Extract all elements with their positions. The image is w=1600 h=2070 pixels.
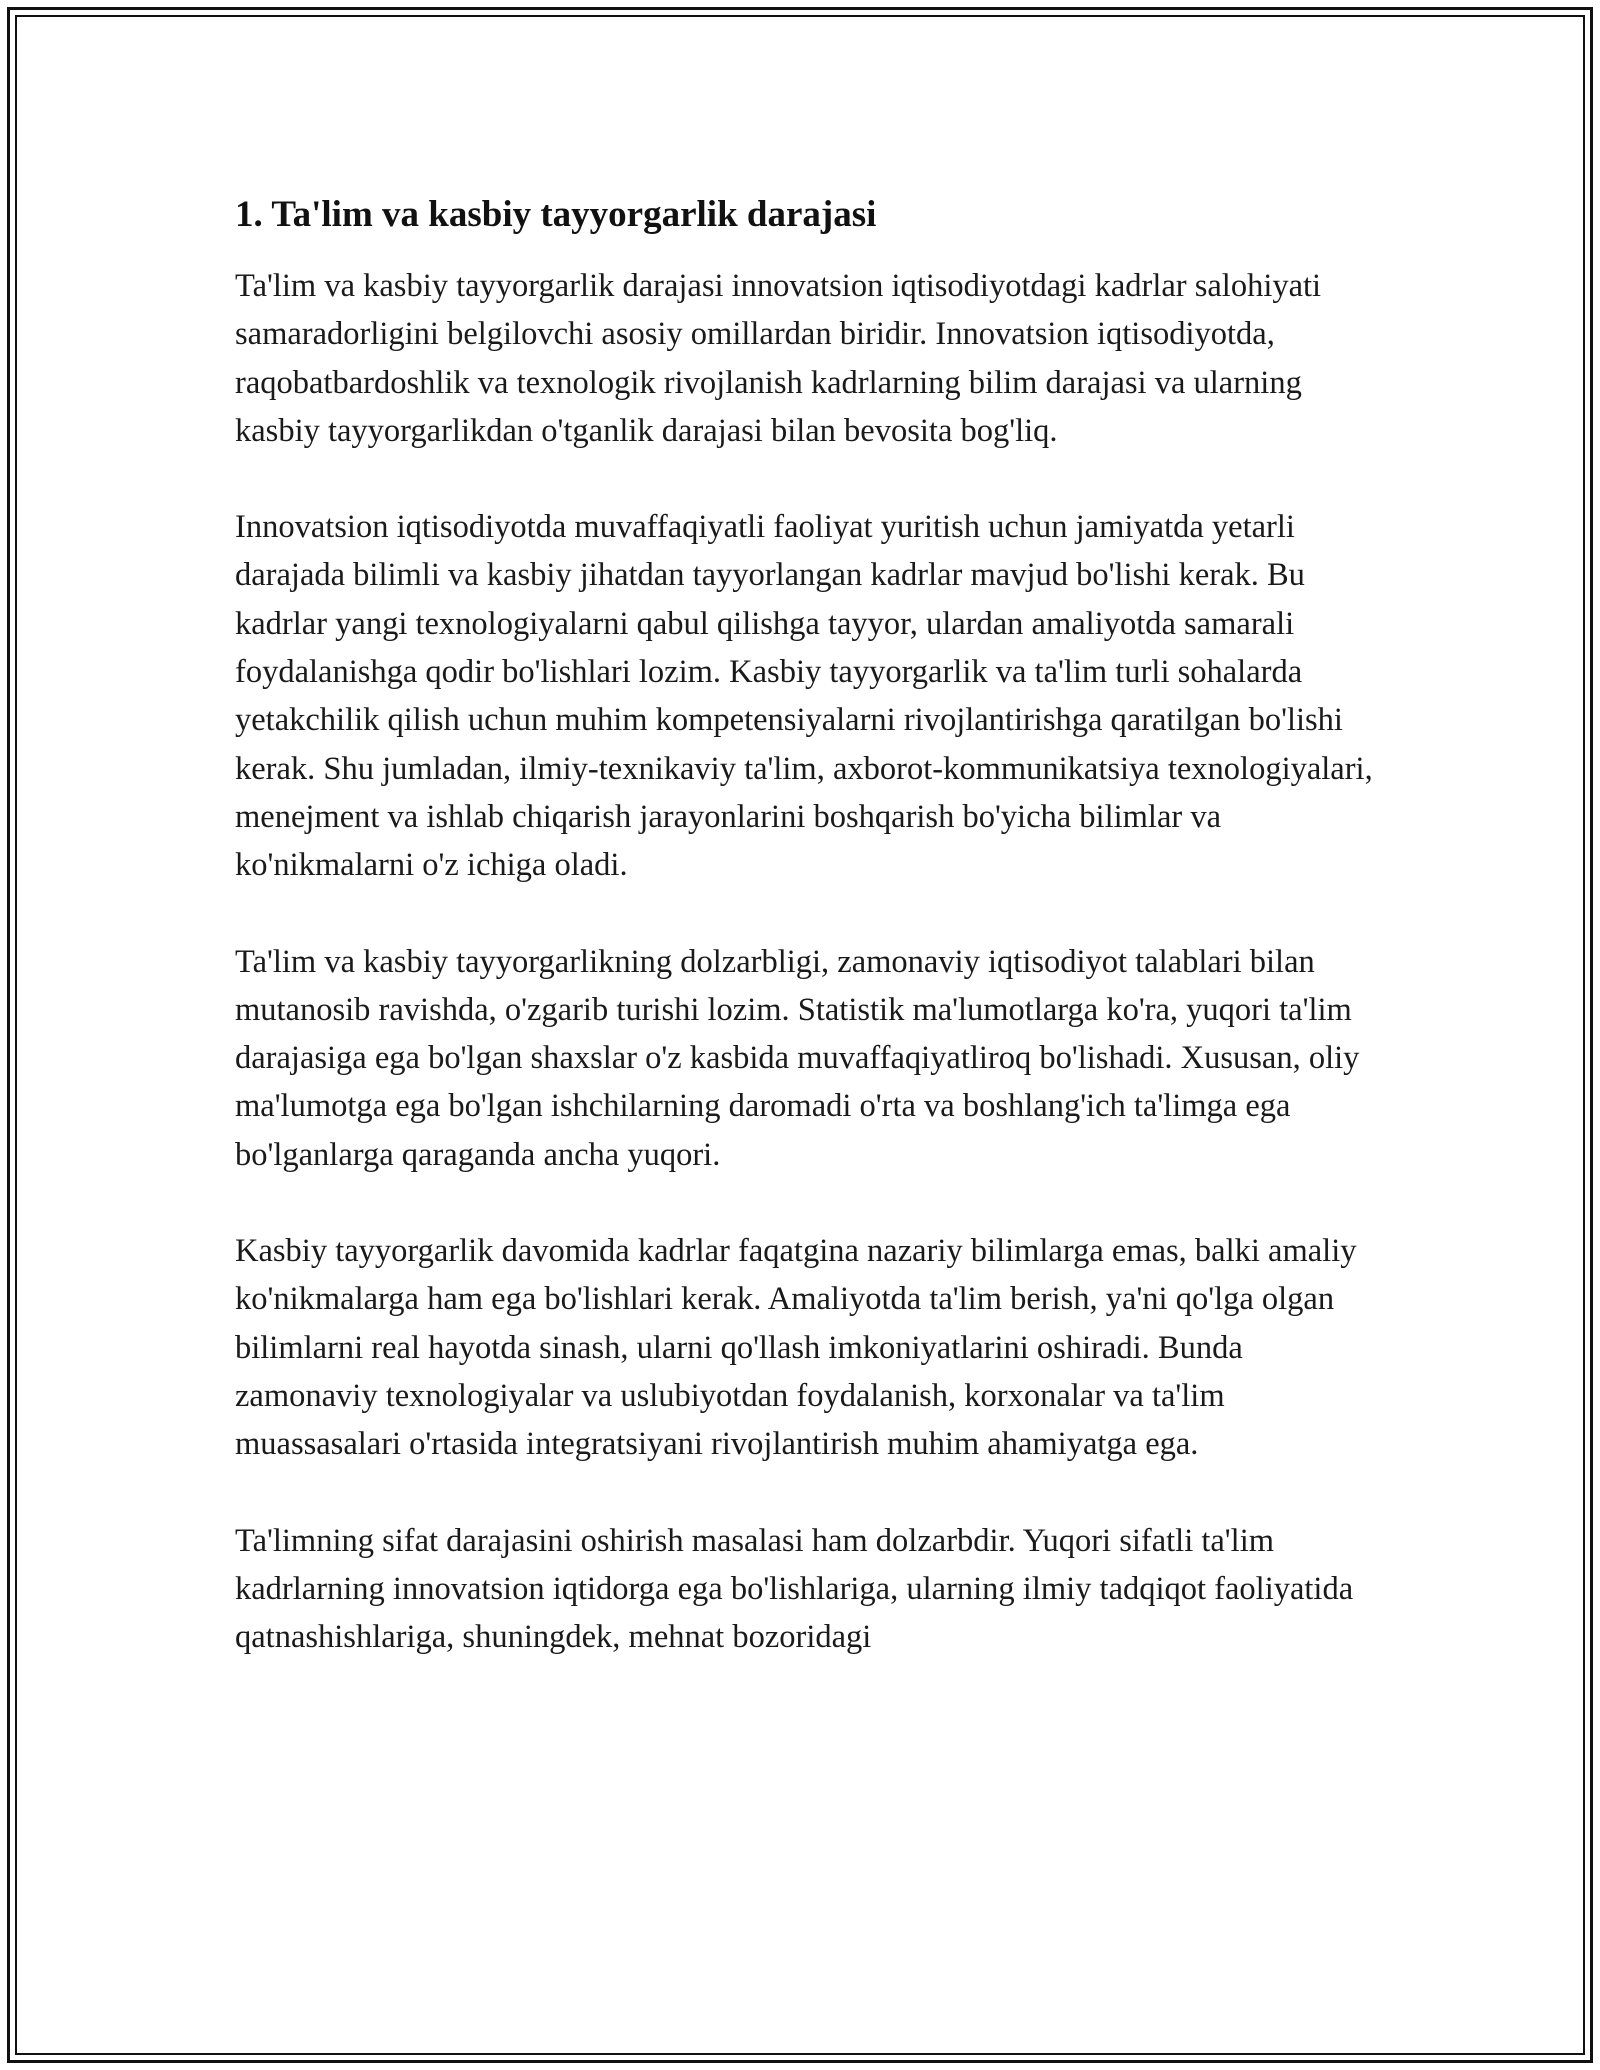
paragraph-4: Kasbiy tayyorgarlik davomida kadrlar faqatgina nazariy bilimlarga emas, balki amaliy ko'nikmalarga ham ega bo'lishlari kerak. Amaliyotda ta'lim berish, ya'ni qo'lga olgan bilimlarni real hayotda sinash, ularni qo'llash imkoniyatlarini oshiradi. Bunda zamonaviy texnologiyalar va uslubiyotdan foydalanish, korxonalar va ta'lim muassasalari o'rtasida integratsiyani rivojlantirish muhim ahamiyatga ega. — [235, 1233, 1357, 1463]
section-heading: 1. Ta'lim va kasbiy tayyorgarlik darajasi — [235, 194, 877, 235]
document-body — [235, 187, 1375, 1709]
paragraph-1: Ta'lim va kasbiy tayyorgarlik darajasi innovatsion iqtisodiyotdagi kadrlar salohiyati samaradorligini belgilovchi asosiy omillardan biridir. Innovatsion iqtisodiyotda, raqobatbardoshlik va texnologik rivojlanish kadrlarning bilim darajasi va ularning kasbiy tayyorgarlikdan o'tganlik darajasi bilan bevosita bog'liq. — [235, 268, 1322, 449]
paragraph-2: Innovatsion iqtisodiyotda muvaffaqiyatli faoliyat yuritish uchun jamiyatda yetarli darajada bilimli va kasbiy jihatdan tayyorlangan kadrlar mavjud bo'lishi kerak. Bu kadrlar yangi texnologiyalarni qabul qilishga tayyor, ulardan amaliyotda samarali foydalanishga qodir bo'lishlari lozim. Kasbiy tayyorgarlik va ta'lim turli sohalarda yetakchilik qilish uchun muhim kompetensiyalarni rivojlantirishga qaratilgan bo'lishi kerak. Shu jumladan, ilmiy-texnikaviy ta'lim, axborot-kommunikatsiya texnologiyalari, menejment va ishlab chiqarish jarayonlarini boshqarish bo'yicha bilimlar va ko'nikmalarni o'z ichiga oladi. — [235, 509, 1373, 884]
paragraph-5: Ta'limning sifat darajasini oshirish masalasi ham dolzarbdir. Yuqori sifatli ta'lim kadrlarning innovatsion iqtidorga ega bo'lishlariga, ularning ilmiy tadqiqot faoliyatida qatnashishlariga, shuningdek, mehnat bozoridagi — [235, 1522, 1354, 1656]
paragraph-3: Ta'lim va kasbiy tayyorgarlikning dolzarbligi, zamonaviy iqtisodiyot talablari bilan mutanosib ravishda, o'zgarib turishi lozim. Statistik ma'lumotlarga ko'ra, yuqori ta'lim darajasiga ega bo'lgan shaxslar o'z kasbida muvaffaqiyatliroq bo'lishadi. Xususan, oliy ma'lumotga ega bo'lgan ishchilarning daromadi o'rta va boshlang'ich ta'limga ega bo'lganlarga qaraganda ancha yuqori. — [235, 943, 1360, 1173]
